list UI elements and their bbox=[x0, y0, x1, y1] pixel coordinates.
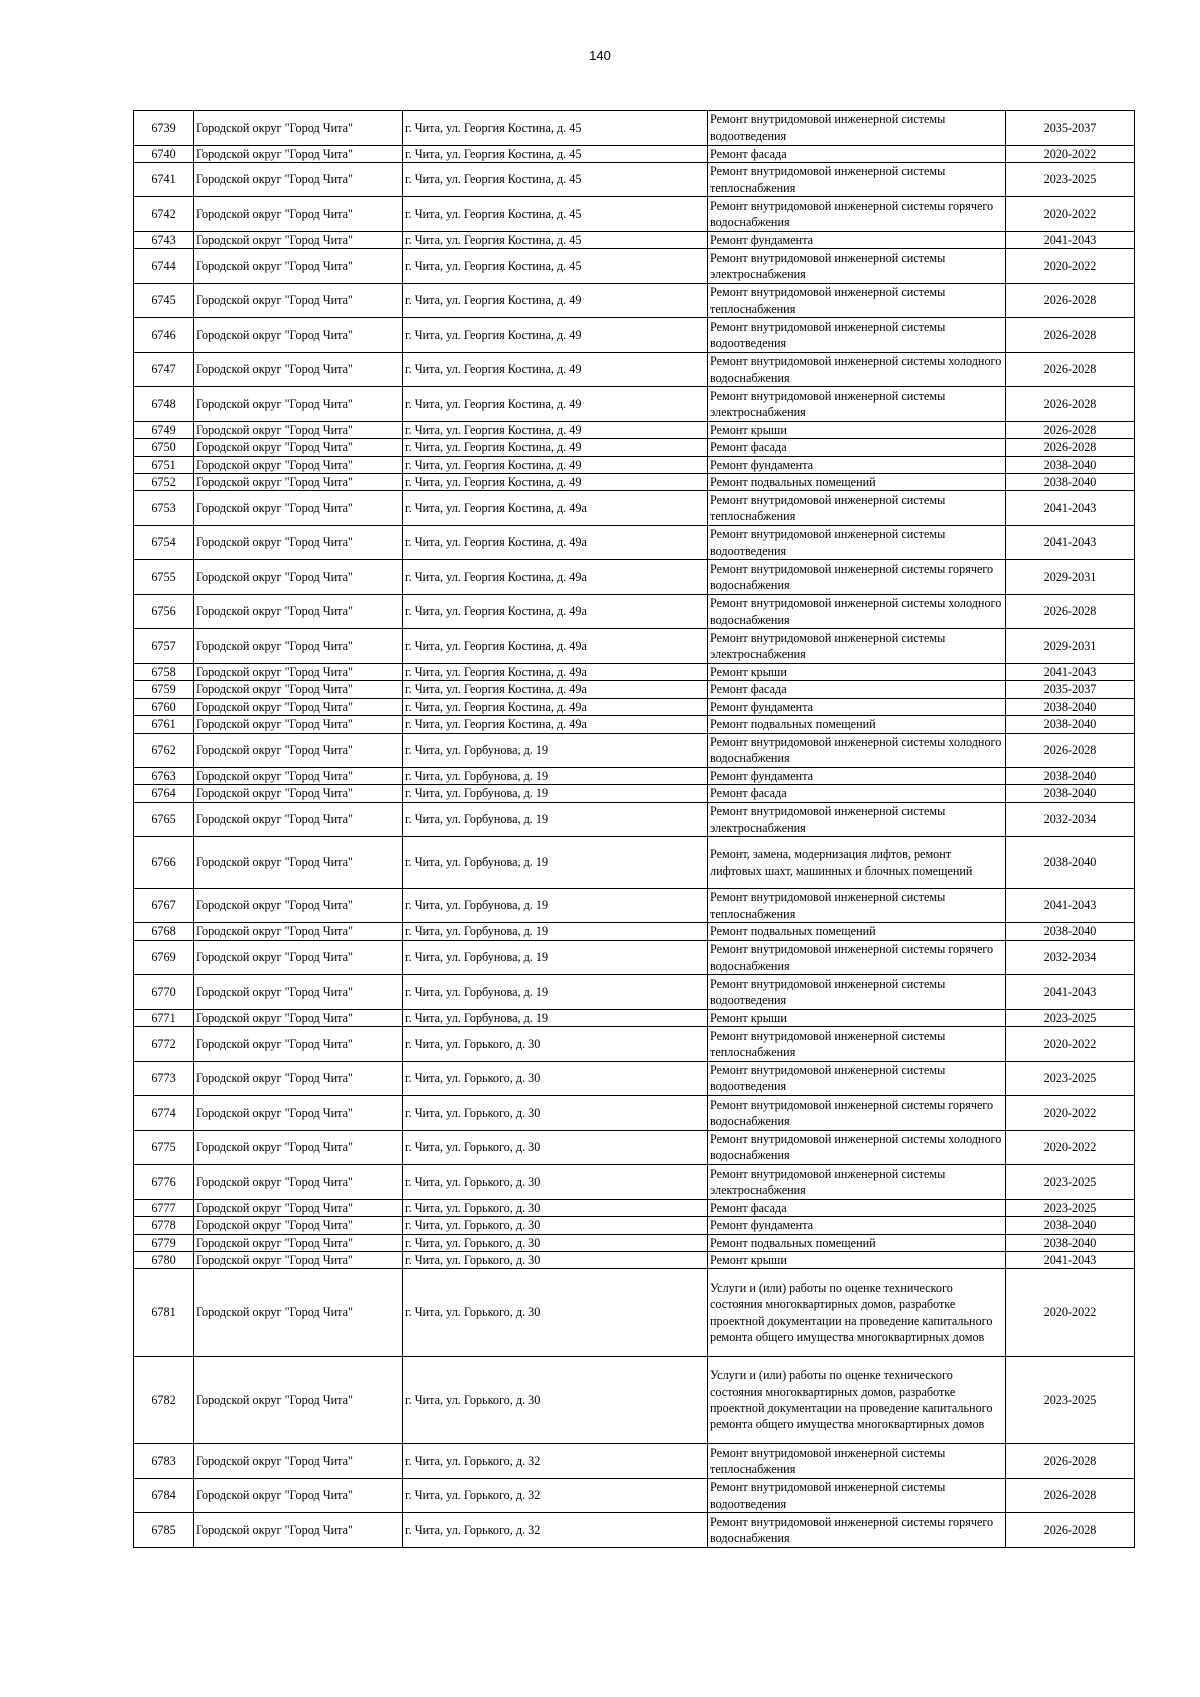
municipality-cell: Городской округ "Город Чита" bbox=[194, 923, 403, 940]
address-cell: г. Чита, ул. Горького, д. 30 bbox=[403, 1027, 708, 1062]
table-row bbox=[134, 768, 1135, 785]
period-cell: 2020-2022 bbox=[1006, 249, 1135, 284]
municipality-cell: Городской округ "Город Чита" bbox=[194, 1165, 403, 1200]
period-cell: 2023-2025 bbox=[1006, 1356, 1135, 1444]
row-number-cell: 6757 bbox=[134, 629, 194, 664]
period-cell: 2038-2040 bbox=[1006, 785, 1135, 802]
row-number-cell: 6778 bbox=[134, 1217, 194, 1234]
row-number-cell: 6774 bbox=[134, 1096, 194, 1131]
row-number-cell: 6739 bbox=[134, 111, 194, 146]
address-cell: г. Чита, ул. Горбунова, д. 19 bbox=[403, 785, 708, 802]
work-type-cell: Ремонт внутридомовой инженерной системы теплоснабжения bbox=[708, 888, 1006, 923]
municipality-cell: Городской округ "Город Чита" bbox=[194, 1096, 403, 1131]
address-cell: г. Чита, ул. Георгия Костина, д. 49 bbox=[403, 474, 708, 491]
table-row bbox=[134, 1130, 1135, 1165]
table-row bbox=[134, 318, 1135, 353]
row-number-cell: 6784 bbox=[134, 1478, 194, 1513]
municipality-cell: Городской округ "Город Чита" bbox=[194, 1027, 403, 1062]
period-cell: 2038-2040 bbox=[1006, 923, 1135, 940]
table-row bbox=[134, 1478, 1135, 1513]
municipality-cell: Городской округ "Город Чита" bbox=[194, 145, 403, 162]
period-cell: 2023-2025 bbox=[1006, 1009, 1135, 1026]
address-cell: г. Чита, ул. Горького, д. 32 bbox=[403, 1513, 708, 1548]
address-cell: г. Чита, ул. Горького, д. 30 bbox=[403, 1269, 708, 1357]
work-type-cell: Ремонт внутридомовой инженерной системы электроснабжения bbox=[708, 1165, 1006, 1200]
table-row bbox=[134, 1061, 1135, 1096]
municipality-cell: Городской округ "Город Чита" bbox=[194, 837, 403, 889]
address-cell: г. Чита, ул. Горького, д. 30 bbox=[403, 1251, 708, 1268]
work-type-cell: Ремонт внутридомовой инженерной системы водоотведения bbox=[708, 318, 1006, 353]
repair-schedule-table bbox=[133, 110, 1135, 1548]
work-type-cell: Ремонт внутридомовой инженерной системы холодного водоснабжения bbox=[708, 1130, 1006, 1165]
row-number-cell: 6747 bbox=[134, 352, 194, 387]
period-cell: 2038-2040 bbox=[1006, 1217, 1135, 1234]
municipality-cell: Городской округ "Город Чита" bbox=[194, 1444, 403, 1479]
row-number-cell: 6782 bbox=[134, 1356, 194, 1444]
row-number-cell: 6764 bbox=[134, 785, 194, 802]
municipality-cell: Городской округ "Город Чита" bbox=[194, 456, 403, 473]
address-cell: г. Чита, ул. Горького, д. 30 bbox=[403, 1234, 708, 1251]
work-type-cell: Ремонт фасада bbox=[708, 785, 1006, 802]
work-type-cell: Ремонт внутридомовой инженерной системы водоотведения bbox=[708, 111, 1006, 146]
row-number-cell: 6751 bbox=[134, 456, 194, 473]
row-number-cell: 6767 bbox=[134, 888, 194, 923]
period-cell: 2041-2043 bbox=[1006, 525, 1135, 560]
work-type-cell: Ремонт внутридомовой инженерной системы горячего водоснабжения bbox=[708, 1513, 1006, 1548]
table-row bbox=[134, 716, 1135, 733]
municipality-cell: Городской округ "Город Чита" bbox=[194, 197, 403, 232]
table-row bbox=[134, 594, 1135, 629]
table-row bbox=[134, 785, 1135, 802]
table-row bbox=[134, 421, 1135, 438]
work-type-cell: Ремонт внутридомовой инженерной системы водоотведения bbox=[708, 525, 1006, 560]
table-row bbox=[134, 456, 1135, 473]
table-row bbox=[134, 162, 1135, 197]
work-type-cell: Ремонт внутридомовой инженерной системы горячего водоснабжения bbox=[708, 560, 1006, 595]
address-cell: г. Чита, ул. Георгия Костина, д. 49а bbox=[403, 681, 708, 698]
work-type-cell: Ремонт внутридомовой инженерной системы теплоснабжения bbox=[708, 491, 1006, 526]
work-type-cell: Ремонт внутридомовой инженерной системы водоотведения bbox=[708, 1061, 1006, 1096]
work-type-cell: Ремонт фундамента bbox=[708, 231, 1006, 248]
table-row bbox=[134, 1165, 1135, 1200]
municipality-cell: Городской округ "Город Чита" bbox=[194, 283, 403, 318]
table-row bbox=[134, 439, 1135, 456]
work-type-cell: Ремонт внутридомовой инженерной системы водоотведения bbox=[708, 1478, 1006, 1513]
table-body bbox=[134, 111, 1135, 1548]
work-type-cell: Ремонт фундамента bbox=[708, 1217, 1006, 1234]
table-row bbox=[134, 1234, 1135, 1251]
period-cell: 2026-2028 bbox=[1006, 733, 1135, 768]
work-type-cell: Ремонт подвальных помещений bbox=[708, 923, 1006, 940]
municipality-cell: Городской округ "Город Чита" bbox=[194, 352, 403, 387]
work-type-cell: Ремонт внутридомовой инженерной системы теплоснабжения bbox=[708, 1027, 1006, 1062]
work-type-cell: Ремонт внутридомовой инженерной системы холодного водоснабжения bbox=[708, 352, 1006, 387]
work-type-cell: Ремонт крыши bbox=[708, 1009, 1006, 1026]
period-cell: 2038-2040 bbox=[1006, 837, 1135, 889]
municipality-cell: Городской округ "Город Чита" bbox=[194, 1269, 403, 1357]
row-number-cell: 6744 bbox=[134, 249, 194, 284]
address-cell: г. Чита, ул. Георгия Костина, д. 49 bbox=[403, 421, 708, 438]
address-cell: г. Чита, ул. Горького, д. 30 bbox=[403, 1096, 708, 1131]
table-row bbox=[134, 802, 1135, 837]
period-cell: 2041-2043 bbox=[1006, 888, 1135, 923]
period-cell: 2023-2025 bbox=[1006, 162, 1135, 197]
row-number-cell: 6755 bbox=[134, 560, 194, 595]
table-row bbox=[134, 387, 1135, 422]
row-number-cell: 6748 bbox=[134, 387, 194, 422]
municipality-cell: Городской округ "Город Чита" bbox=[194, 318, 403, 353]
address-cell: г. Чита, ул. Горбунова, д. 19 bbox=[403, 733, 708, 768]
row-number-cell: 6780 bbox=[134, 1251, 194, 1268]
table-row bbox=[134, 1251, 1135, 1268]
period-cell: 2020-2022 bbox=[1006, 1269, 1135, 1357]
municipality-cell: Городской округ "Город Чита" bbox=[194, 491, 403, 526]
row-number-cell: 6746 bbox=[134, 318, 194, 353]
municipality-cell: Городской округ "Город Чита" bbox=[194, 111, 403, 146]
table-row bbox=[134, 629, 1135, 664]
work-type-cell: Ремонт фасада bbox=[708, 145, 1006, 162]
address-cell: г. Чита, ул. Горького, д. 30 bbox=[403, 1356, 708, 1444]
table-row bbox=[134, 1027, 1135, 1062]
address-cell: г. Чита, ул. Георгия Костина, д. 49а bbox=[403, 491, 708, 526]
table-row bbox=[134, 1269, 1135, 1357]
municipality-cell: Городской округ "Город Чита" bbox=[194, 387, 403, 422]
municipality-cell: Городской округ "Город Чита" bbox=[194, 1199, 403, 1216]
address-cell: г. Чита, ул. Георгия Костина, д. 49 bbox=[403, 387, 708, 422]
work-type-cell: Ремонт внутридомовой инженерной системы электроснабжения bbox=[708, 802, 1006, 837]
period-cell: 2026-2028 bbox=[1006, 1478, 1135, 1513]
municipality-cell: Городской округ "Город Чита" bbox=[194, 663, 403, 680]
municipality-cell: Городской округ "Город Чита" bbox=[194, 681, 403, 698]
address-cell: г. Чита, ул. Георгия Костина, д. 49 bbox=[403, 318, 708, 353]
address-cell: г. Чита, ул. Горького, д. 30 bbox=[403, 1061, 708, 1096]
address-cell: г. Чита, ул. Горького, д. 30 bbox=[403, 1130, 708, 1165]
period-cell: 2026-2028 bbox=[1006, 1513, 1135, 1548]
table-row bbox=[134, 1199, 1135, 1216]
address-cell: г. Чита, ул. Горького, д. 30 bbox=[403, 1217, 708, 1234]
municipality-cell: Городской округ "Город Чита" bbox=[194, 560, 403, 595]
period-cell: 2020-2022 bbox=[1006, 145, 1135, 162]
work-type-cell: Ремонт внутридомовой инженерной системы теплоснабжения bbox=[708, 162, 1006, 197]
work-type-cell: Ремонт внутридомовой инженерной системы теплоснабжения bbox=[708, 1444, 1006, 1479]
table-row bbox=[134, 733, 1135, 768]
period-cell: 2023-2025 bbox=[1006, 1199, 1135, 1216]
municipality-cell: Городской округ "Город Чита" bbox=[194, 231, 403, 248]
municipality-cell: Городской округ "Город Чита" bbox=[194, 1009, 403, 1026]
table-row bbox=[134, 888, 1135, 923]
table-row bbox=[134, 1217, 1135, 1234]
period-cell: 2041-2043 bbox=[1006, 663, 1135, 680]
row-number-cell: 6756 bbox=[134, 594, 194, 629]
work-type-cell: Ремонт подвальных помещений bbox=[708, 474, 1006, 491]
address-cell: г. Чита, ул. Горбунова, д. 19 bbox=[403, 768, 708, 785]
address-cell: г. Чита, ул. Горького, д. 32 bbox=[403, 1478, 708, 1513]
work-type-cell: Ремонт крыши bbox=[708, 421, 1006, 438]
address-cell: г. Чита, ул. Горького, д. 30 bbox=[403, 1165, 708, 1200]
address-cell: г. Чита, ул. Георгия Костина, д. 49а bbox=[403, 560, 708, 595]
row-number-cell: 6752 bbox=[134, 474, 194, 491]
period-cell: 2041-2043 bbox=[1006, 491, 1135, 526]
table-row bbox=[134, 560, 1135, 595]
row-number-cell: 6771 bbox=[134, 1009, 194, 1026]
work-type-cell: Ремонт внутридомовой инженерной системы горячего водоснабжения bbox=[708, 1096, 1006, 1131]
work-type-cell: Ремонт фундамента bbox=[708, 698, 1006, 715]
municipality-cell: Городской округ "Город Чита" bbox=[194, 802, 403, 837]
period-cell: 2038-2040 bbox=[1006, 698, 1135, 715]
address-cell: г. Чита, ул. Георгия Костина, д. 49а bbox=[403, 629, 708, 664]
address-cell: г. Чита, ул. Георгия Костина, д. 49 bbox=[403, 439, 708, 456]
municipality-cell: Городской округ "Город Чита" bbox=[194, 940, 403, 975]
municipality-cell: Городской округ "Город Чита" bbox=[194, 421, 403, 438]
address-cell: г. Чита, ул. Георгия Костина, д. 49 bbox=[403, 456, 708, 473]
period-cell: 2035-2037 bbox=[1006, 111, 1135, 146]
address-cell: г. Чита, ул. Георгия Костина, д. 45 bbox=[403, 231, 708, 248]
municipality-cell: Городской округ "Город Чита" bbox=[194, 1478, 403, 1513]
address-cell: г. Чита, ул. Георгия Костина, д. 49а bbox=[403, 716, 708, 733]
municipality-cell: Городской округ "Город Чита" bbox=[194, 1356, 403, 1444]
period-cell: 2026-2028 bbox=[1006, 352, 1135, 387]
address-cell: г. Чита, ул. Георгия Костина, д. 45 bbox=[403, 111, 708, 146]
period-cell: 2026-2028 bbox=[1006, 421, 1135, 438]
row-number-cell: 6760 bbox=[134, 698, 194, 715]
table-row bbox=[134, 249, 1135, 284]
municipality-cell: Городской округ "Город Чита" bbox=[194, 629, 403, 664]
municipality-cell: Городской округ "Город Чита" bbox=[194, 1130, 403, 1165]
address-cell: г. Чита, ул. Горбунова, д. 19 bbox=[403, 888, 708, 923]
table-row bbox=[134, 145, 1135, 162]
address-cell: г. Чита, ул. Георгия Костина, д. 49а bbox=[403, 525, 708, 560]
work-type-cell: Ремонт фундамента bbox=[708, 456, 1006, 473]
work-type-cell: Ремонт внутридомовой инженерной системы горячего водоснабжения bbox=[708, 940, 1006, 975]
address-cell: г. Чита, ул. Горбунова, д. 19 bbox=[403, 975, 708, 1010]
row-number-cell: 6779 bbox=[134, 1234, 194, 1251]
municipality-cell: Городской округ "Город Чита" bbox=[194, 785, 403, 802]
period-cell: 2026-2028 bbox=[1006, 594, 1135, 629]
address-cell: г. Чита, ул. Георгия Костина, д. 49а bbox=[403, 594, 708, 629]
work-type-cell: Ремонт внутридомовой инженерной системы холодного водоснабжения bbox=[708, 594, 1006, 629]
period-cell: 2026-2028 bbox=[1006, 283, 1135, 318]
municipality-cell: Городской округ "Город Чита" bbox=[194, 1251, 403, 1268]
table-row bbox=[134, 1009, 1135, 1026]
table-row bbox=[134, 525, 1135, 560]
table-row bbox=[134, 283, 1135, 318]
table-row bbox=[134, 923, 1135, 940]
table-row bbox=[134, 1356, 1135, 1444]
table-row bbox=[134, 837, 1135, 889]
address-cell: г. Чита, ул. Горбунова, д. 19 bbox=[403, 1009, 708, 1026]
period-cell: 2029-2031 bbox=[1006, 629, 1135, 664]
row-number-cell: 6741 bbox=[134, 162, 194, 197]
municipality-cell: Городской округ "Город Чита" bbox=[194, 162, 403, 197]
table-row bbox=[134, 975, 1135, 1010]
row-number-cell: 6740 bbox=[134, 145, 194, 162]
work-type-cell: Ремонт подвальных помещений bbox=[708, 716, 1006, 733]
table-row bbox=[134, 681, 1135, 698]
row-number-cell: 6772 bbox=[134, 1027, 194, 1062]
period-cell: 2020-2022 bbox=[1006, 1130, 1135, 1165]
work-type-cell: Ремонт внутридомовой инженерной системы электроснабжения bbox=[708, 629, 1006, 664]
municipality-cell: Городской округ "Город Чита" bbox=[194, 975, 403, 1010]
row-number-cell: 6753 bbox=[134, 491, 194, 526]
municipality-cell: Городской округ "Город Чита" bbox=[194, 1061, 403, 1096]
period-cell: 2032-2034 bbox=[1006, 940, 1135, 975]
row-number-cell: 6776 bbox=[134, 1165, 194, 1200]
work-type-cell: Ремонт, замена, модернизация лифтов, ремонт лифтовых шахт, машинных и блочных помещений bbox=[708, 837, 1006, 889]
row-number-cell: 6759 bbox=[134, 681, 194, 698]
row-number-cell: 6749 bbox=[134, 421, 194, 438]
address-cell: г. Чита, ул. Горбунова, д. 19 bbox=[403, 923, 708, 940]
address-cell: г. Чита, ул. Горбунова, д. 19 bbox=[403, 837, 708, 889]
municipality-cell: Городской округ "Город Чита" bbox=[194, 594, 403, 629]
work-type-cell: Ремонт внутридомовой инженерной системы холодного водоснабжения bbox=[708, 733, 1006, 768]
address-cell: г. Чита, ул. Георгия Костина, д. 49а bbox=[403, 698, 708, 715]
period-cell: 2023-2025 bbox=[1006, 1061, 1135, 1096]
table-row bbox=[134, 352, 1135, 387]
municipality-cell: Городской округ "Город Чита" bbox=[194, 525, 403, 560]
address-cell: г. Чита, ул. Георгия Костина, д. 45 bbox=[403, 145, 708, 162]
address-cell: г. Чита, ул. Георгия Костина, д. 49 bbox=[403, 352, 708, 387]
table-row bbox=[134, 1444, 1135, 1479]
page-number: 140 bbox=[589, 48, 611, 63]
row-number-cell: 6758 bbox=[134, 663, 194, 680]
row-number-cell: 6765 bbox=[134, 802, 194, 837]
municipality-cell: Городской округ "Город Чита" bbox=[194, 439, 403, 456]
municipality-cell: Городской округ "Город Чита" bbox=[194, 716, 403, 733]
row-number-cell: 6763 bbox=[134, 768, 194, 785]
table-row bbox=[134, 663, 1135, 680]
period-cell: 2038-2040 bbox=[1006, 456, 1135, 473]
work-type-cell: Ремонт крыши bbox=[708, 1251, 1006, 1268]
period-cell: 2041-2043 bbox=[1006, 1251, 1135, 1268]
period-cell: 2032-2034 bbox=[1006, 802, 1135, 837]
table-row bbox=[134, 1513, 1135, 1548]
address-cell: г. Чита, ул. Георгия Костина, д. 49 bbox=[403, 283, 708, 318]
address-cell: г. Чита, ул. Георгия Костина, д. 45 bbox=[403, 162, 708, 197]
address-cell: г. Чита, ул. Горбунова, д. 19 bbox=[403, 940, 708, 975]
row-number-cell: 6761 bbox=[134, 716, 194, 733]
work-type-cell: Ремонт фасада bbox=[708, 439, 1006, 456]
work-type-cell: Ремонт фундамента bbox=[708, 768, 1006, 785]
period-cell: 2026-2028 bbox=[1006, 387, 1135, 422]
work-type-cell: Ремонт подвальных помещений bbox=[708, 1234, 1006, 1251]
table-row bbox=[134, 698, 1135, 715]
row-number-cell: 6762 bbox=[134, 733, 194, 768]
municipality-cell: Городской округ "Город Чита" bbox=[194, 249, 403, 284]
table-row bbox=[134, 111, 1135, 146]
work-type-cell: Ремонт фасада bbox=[708, 681, 1006, 698]
municipality-cell: Городской округ "Город Чита" bbox=[194, 474, 403, 491]
address-cell: г. Чита, ул. Горького, д. 32 bbox=[403, 1444, 708, 1479]
row-number-cell: 6745 bbox=[134, 283, 194, 318]
period-cell: 2020-2022 bbox=[1006, 1027, 1135, 1062]
address-cell: г. Чита, ул. Горбунова, д. 19 bbox=[403, 802, 708, 837]
period-cell: 2035-2037 bbox=[1006, 681, 1135, 698]
period-cell: 2020-2022 bbox=[1006, 197, 1135, 232]
row-number-cell: 6775 bbox=[134, 1130, 194, 1165]
row-number-cell: 6768 bbox=[134, 923, 194, 940]
address-cell: г. Чита, ул. Горького, д. 30 bbox=[403, 1199, 708, 1216]
table-row bbox=[134, 1096, 1135, 1131]
municipality-cell: Городской округ "Город Чита" bbox=[194, 733, 403, 768]
work-type-cell: Ремонт внутридомовой инженерной системы теплоснабжения bbox=[708, 283, 1006, 318]
table-row bbox=[134, 474, 1135, 491]
municipality-cell: Городской округ "Город Чита" bbox=[194, 698, 403, 715]
period-cell: 2038-2040 bbox=[1006, 716, 1135, 733]
work-type-cell: Ремонт фасада bbox=[708, 1199, 1006, 1216]
row-number-cell: 6781 bbox=[134, 1269, 194, 1357]
period-cell: 2038-2040 bbox=[1006, 1234, 1135, 1251]
table-row bbox=[134, 491, 1135, 526]
period-cell: 2038-2040 bbox=[1006, 768, 1135, 785]
period-cell: 2041-2043 bbox=[1006, 975, 1135, 1010]
period-cell: 2023-2025 bbox=[1006, 1165, 1135, 1200]
work-type-cell: Ремонт внутридомовой инженерной системы водоотведения bbox=[708, 975, 1006, 1010]
work-type-cell: Ремонт крыши bbox=[708, 663, 1006, 680]
table-row bbox=[134, 940, 1135, 975]
period-cell: 2026-2028 bbox=[1006, 439, 1135, 456]
address-cell: г. Чита, ул. Георгия Костина, д. 45 bbox=[403, 249, 708, 284]
row-number-cell: 6750 bbox=[134, 439, 194, 456]
row-number-cell: 6769 bbox=[134, 940, 194, 975]
period-cell: 2026-2028 bbox=[1006, 1444, 1135, 1479]
row-number-cell: 6777 bbox=[134, 1199, 194, 1216]
period-cell: 2029-2031 bbox=[1006, 560, 1135, 595]
municipality-cell: Городской округ "Город Чита" bbox=[194, 1217, 403, 1234]
period-cell: 2041-2043 bbox=[1006, 231, 1135, 248]
municipality-cell: Городской округ "Город Чита" bbox=[194, 1513, 403, 1548]
work-type-cell: Услуги и (или) работы по оценке технического состояния многоквартирных домов, разработке проектной документации на проведение капитального ремонта общего имущества многоквартирных домов bbox=[708, 1269, 1006, 1357]
period-cell: 2026-2028 bbox=[1006, 318, 1135, 353]
address-cell: г. Чита, ул. Георгия Костина, д. 49а bbox=[403, 663, 708, 680]
period-cell: 2038-2040 bbox=[1006, 474, 1135, 491]
row-number-cell: 6742 bbox=[134, 197, 194, 232]
work-type-cell: Услуги и (или) работы по оценке технического состояния многоквартирных домов, разработке проектной документации на проведение капитального ремонта общего имущества многоквартирных домов bbox=[708, 1356, 1006, 1444]
work-type-cell: Ремонт внутридомовой инженерной системы электроснабжения bbox=[708, 249, 1006, 284]
work-type-cell: Ремонт внутридомовой инженерной системы горячего водоснабжения bbox=[708, 197, 1006, 232]
row-number-cell: 6766 bbox=[134, 837, 194, 889]
table-row bbox=[134, 197, 1135, 232]
municipality-cell: Городской округ "Город Чита" bbox=[194, 768, 403, 785]
row-number-cell: 6773 bbox=[134, 1061, 194, 1096]
period-cell: 2020-2022 bbox=[1006, 1096, 1135, 1131]
row-number-cell: 6783 bbox=[134, 1444, 194, 1479]
work-type-cell: Ремонт внутридомовой инженерной системы электроснабжения bbox=[708, 387, 1006, 422]
address-cell: г. Чита, ул. Георгия Костина, д. 45 bbox=[403, 197, 708, 232]
table-row bbox=[134, 231, 1135, 248]
row-number-cell: 6770 bbox=[134, 975, 194, 1010]
municipality-cell: Городской округ "Город Чита" bbox=[194, 888, 403, 923]
row-number-cell: 6743 bbox=[134, 231, 194, 248]
row-number-cell: 6754 bbox=[134, 525, 194, 560]
row-number-cell: 6785 bbox=[134, 1513, 194, 1548]
municipality-cell: Городской округ "Город Чита" bbox=[194, 1234, 403, 1251]
